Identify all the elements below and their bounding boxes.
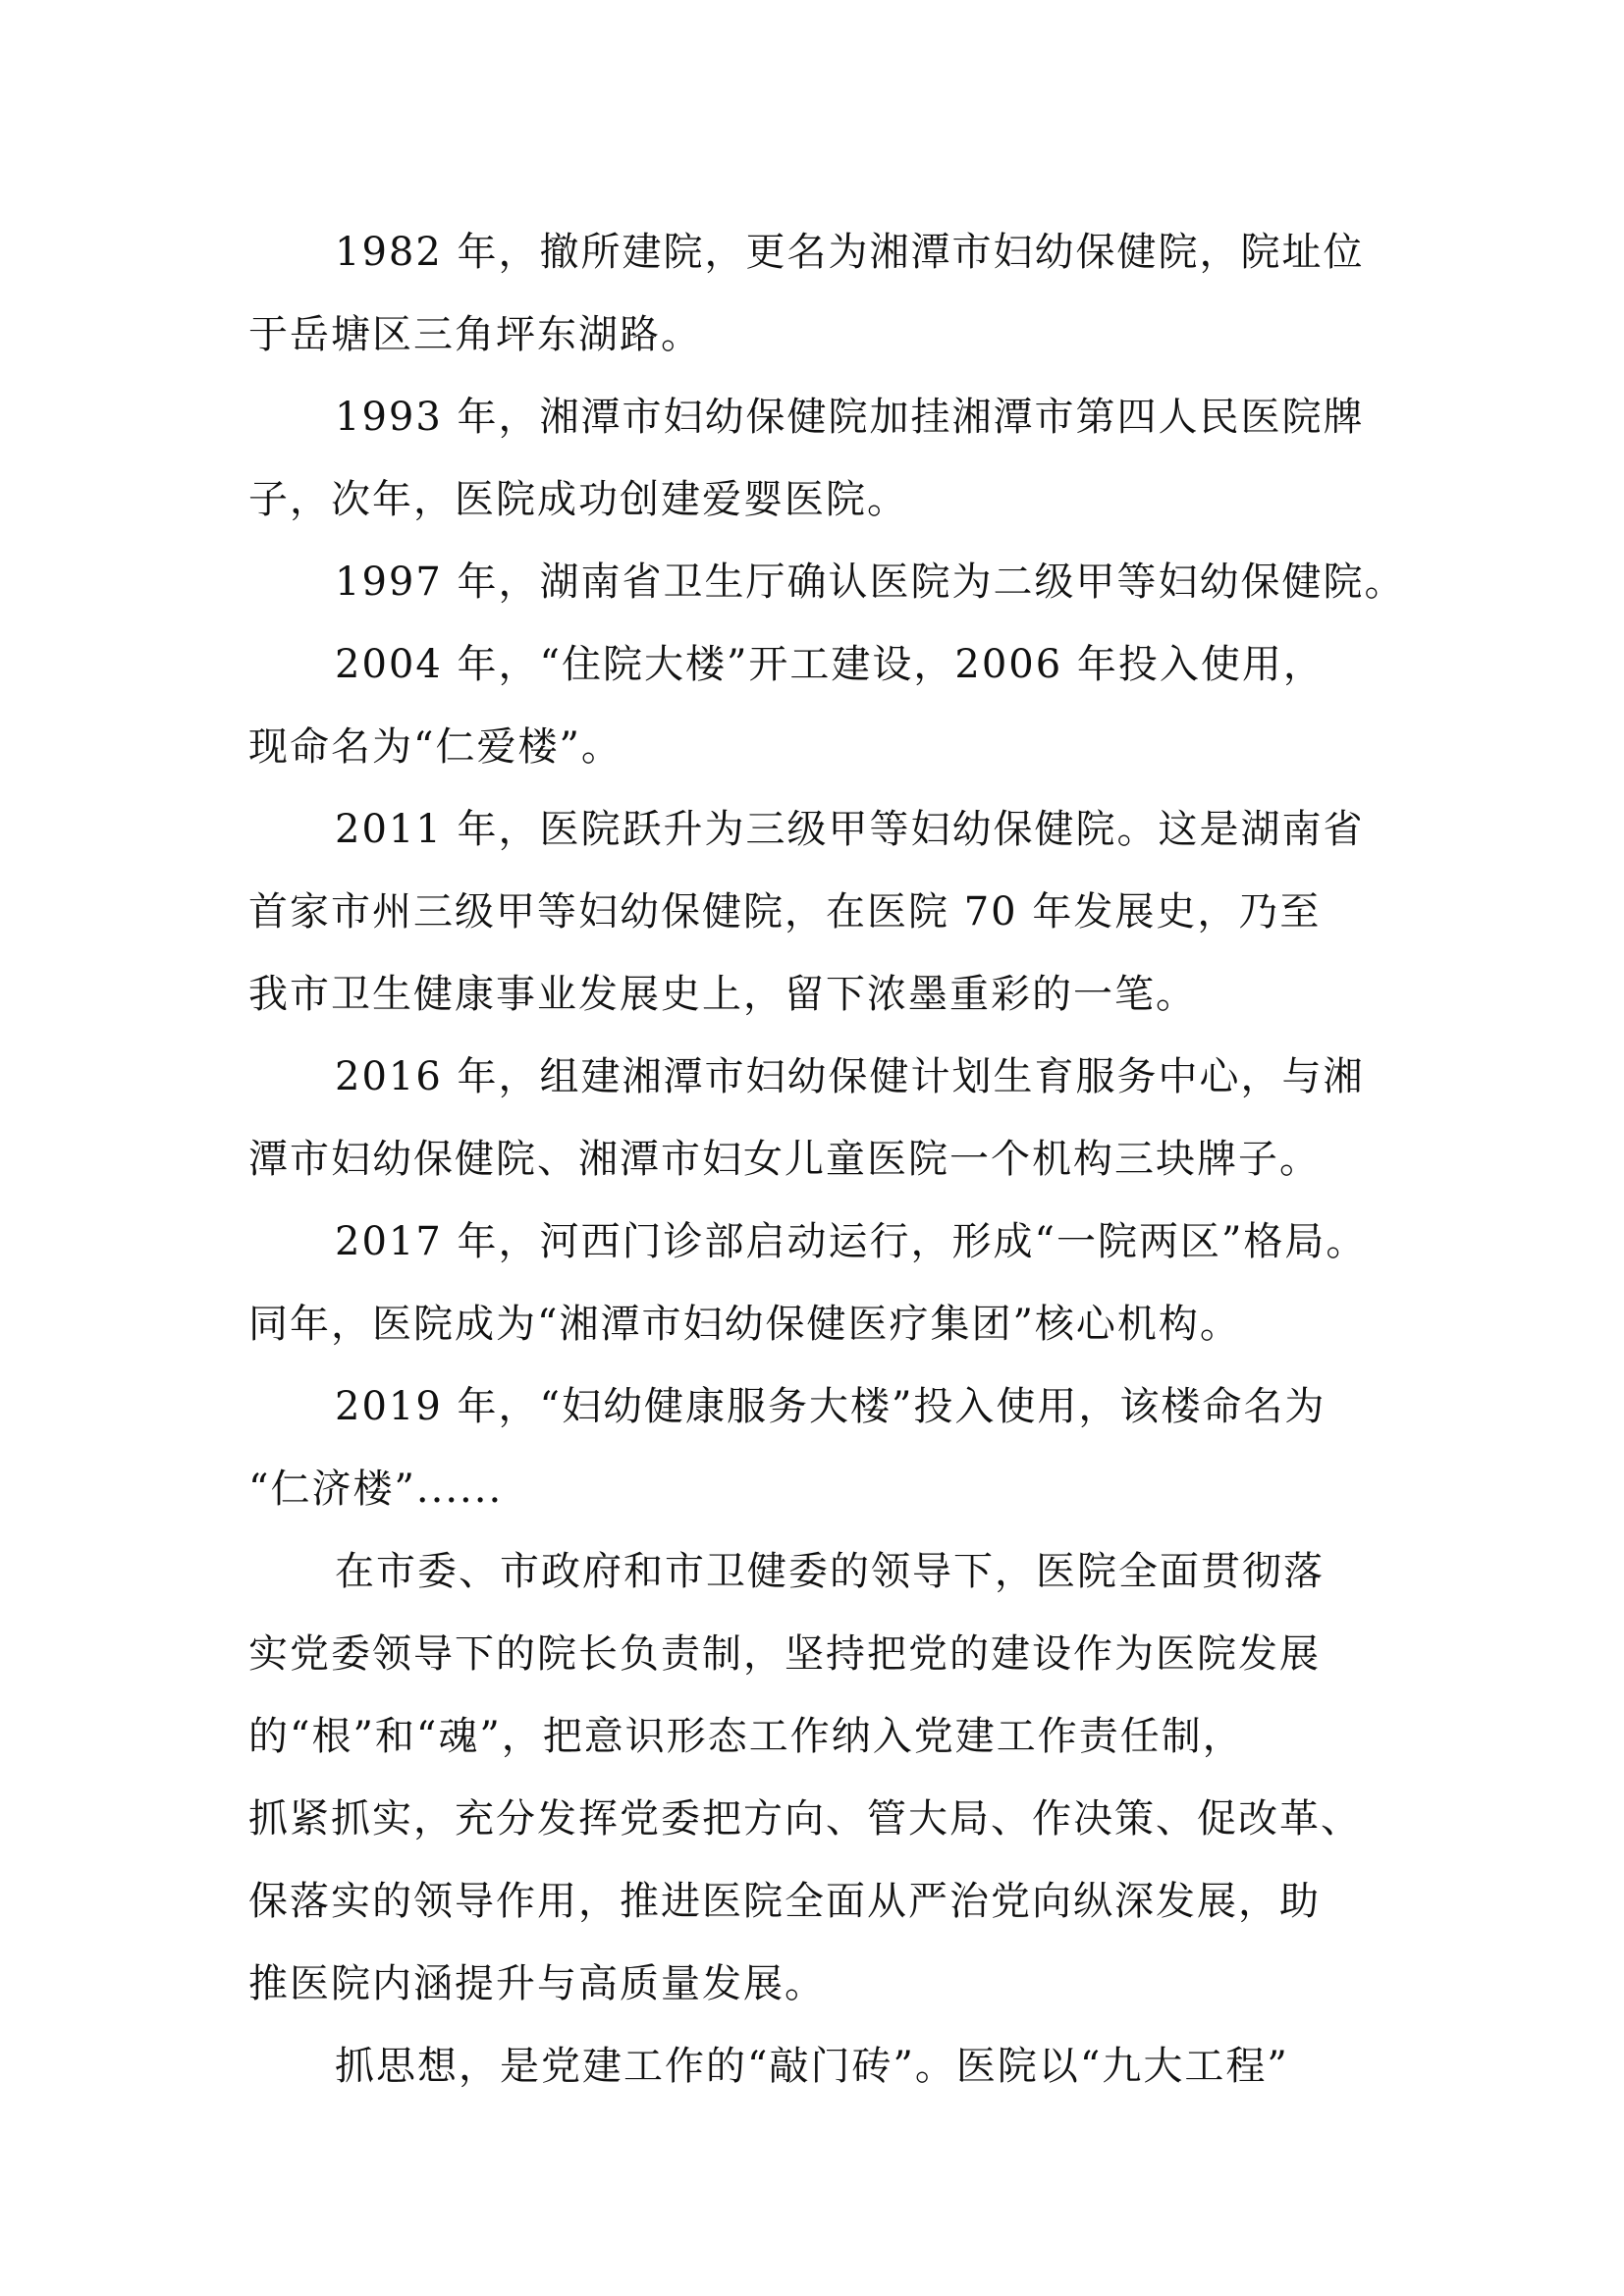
paragraph-ideology-line-1: 抓思想，是党建工作的“敲门砖”。医院以“九大工程” bbox=[335, 2044, 1289, 2089]
paragraph-leadership-line-6: 推医院内涵提升与高质量发展。 bbox=[248, 1961, 826, 2006]
paragraph-leadership-line-4: 抓紧抓实，充分发挥党委把方向、管大局、作决策、促改革、 bbox=[248, 1796, 1362, 1842]
paragraph-leadership-line-5: 保落实的领导作用，推进医院全面从严治党向纵深发展，助 bbox=[248, 1879, 1321, 1924]
document-body bbox=[248, 211, 1406, 2108]
paragraph-1993-line-2: 子，次年，医院成功创建爱婴医院。 bbox=[248, 477, 908, 522]
paragraph-2019-line-2: “仁济楼”...... bbox=[248, 1467, 504, 1512]
paragraph-2017-line-2: 同年，医院成为“湘潭市妇幼保健医疗集团”核心机构。 bbox=[248, 1302, 1241, 1347]
paragraph-leadership-line-2: 实党委领导下的院长负责制，坚持把党的建设作为医院发展 bbox=[248, 1631, 1321, 1677]
paragraph-leadership-line-1: 在市委、市政府和市卫健委的领导下，医院全面贯彻落 bbox=[335, 1549, 1325, 1594]
paragraph-2016-line-1: 2016 年，组建湘潭市妇幼保健计划生育服务中心，与湘 bbox=[335, 1054, 1365, 1099]
paragraph-1993-line-1: 1993 年，湘潭市妇幼保健院加挂湘潭市第四人民医院牌 bbox=[335, 395, 1365, 440]
paragraph-2011-line-3: 我市卫生健康事业发展史上，留下浓墨重彩的一笔。 bbox=[248, 972, 1197, 1017]
paragraph-2017-line-1: 2017 年，河西门诊部启动运行，形成“一院两区”格局。 bbox=[335, 1219, 1368, 1264]
paragraph-leadership-line-3: 的“根”和“魂”，把意识形态工作纳入党建工作责任制， bbox=[248, 1714, 1244, 1759]
paragraph-2019-line-1: 2019 年，“妇幼健康服务大楼”投入使用，该楼命名为 bbox=[335, 1384, 1326, 1429]
paragraph-2004-line-1: 2004 年，“住院大楼”开工建设，2006 年投入使用， bbox=[335, 642, 1325, 687]
paragraph-1982-line-2: 于岳塘区三角坪东湖路。 bbox=[248, 312, 702, 357]
paragraph-2004-line-2: 现命名为“仁爱楼”。 bbox=[248, 724, 623, 770]
paragraph-1982-line-1: 1982 年，撤所建院，更名为湘潭市妇幼保健院，院址位 bbox=[335, 230, 1365, 275]
paragraph-2016-line-2: 潭市妇幼保健院、湘潭市妇女儿童医院一个机构三块牌子。 bbox=[248, 1137, 1321, 1182]
paragraph-2011-line-2: 首家市州三级甲等妇幼保健院，在医院 70 年发展史，乃至 bbox=[248, 889, 1322, 934]
paragraph-1997-line-1: 1997 年，湖南省卫生厅确认医院为二级甲等妇幼保健院。 bbox=[335, 560, 1406, 605]
paragraph-2011-line-1: 2011 年，医院跃升为三级甲等妇幼保健院。这是湖南省 bbox=[335, 807, 1365, 852]
